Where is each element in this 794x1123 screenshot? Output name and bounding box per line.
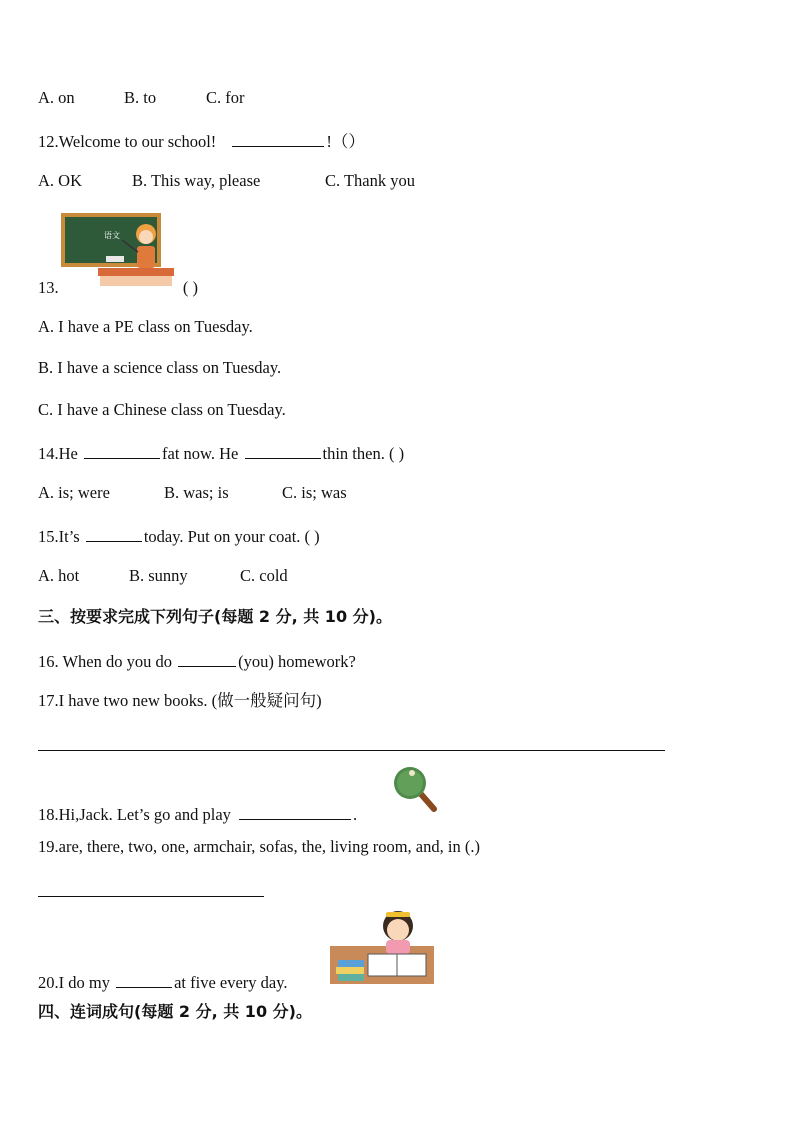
q20-question	[38, 971, 288, 993]
q11-option-c: C. for	[206, 88, 245, 107]
q16-text-2: (you) homework?	[238, 652, 356, 671]
q17-answer-line[interactable]	[38, 750, 665, 751]
blackboard-text: 语文	[104, 231, 120, 240]
q11-option-b: B. to	[124, 88, 157, 107]
q15-blank[interactable]	[86, 525, 142, 542]
q11-option-a: A. on	[38, 88, 75, 107]
q15-option-a: A. hot	[38, 566, 80, 585]
q13-paren: ( )	[182, 278, 198, 297]
q12-option-a: A. OK	[38, 171, 82, 190]
q18-text-2: .	[353, 805, 358, 824]
q11-options	[38, 88, 245, 108]
q14-option-b: B. was; is	[164, 483, 229, 502]
q16-text-1: 16. When do you do	[38, 652, 172, 671]
q12-option-b: B. This way, please	[132, 171, 261, 190]
q12-question	[38, 130, 365, 152]
q16-blank[interactable]	[178, 650, 236, 667]
section-4-title: 四、连词成句(每题 2 分, 共 10 分)。	[38, 1002, 312, 1021]
q14-blank-2[interactable]	[245, 442, 321, 459]
q15-text-2: today. Put on your coat. ( )	[143, 527, 320, 546]
q18-text-1: 18.Hi,Jack. Let’s go and play	[38, 805, 231, 824]
q13-number: 13.	[38, 278, 59, 297]
q15-option-c: C. cold	[240, 566, 288, 585]
q17-question: 17.I have two new books. (做一般疑问句)	[38, 691, 322, 710]
q14-option-a: A. is; were	[38, 483, 110, 502]
q14-text-2: fat now. He	[162, 444, 239, 463]
q20-blank[interactable]	[116, 971, 172, 988]
q14-blank-1[interactable]	[84, 442, 160, 459]
q14-text-3: thin then. ( )	[322, 444, 405, 463]
q12-option-c: C. Thank you	[325, 171, 415, 190]
section-3-title: 三、按要求完成下列句子(每题 2 分, 共 10 分)。	[38, 607, 392, 626]
q15-options	[38, 566, 288, 586]
q12-options	[38, 171, 415, 191]
q13-option-b: B. I have a science class on Tuesday.	[38, 358, 282, 377]
q20-text-1: 20.I do my	[38, 973, 110, 992]
q12-text: 12.Welcome to our school!	[38, 132, 217, 151]
q14-options	[38, 483, 347, 503]
q18-blank[interactable]	[239, 803, 351, 820]
girl-reading-picture	[328, 906, 438, 986]
q13-option-c: C. I have a Chinese class on Tuesday.	[38, 400, 286, 419]
q13-question	[38, 278, 198, 298]
q18-question	[38, 803, 357, 825]
ping-pong-paddle-picture	[390, 765, 440, 813]
q20-text-2: at five every day.	[174, 973, 288, 992]
q15-question	[38, 525, 320, 547]
q12-suffix: !（）	[326, 132, 365, 151]
q15-text-1: 15.It’s	[38, 527, 80, 546]
q19-question: 19.are, there, two, one, armchair, sofas, the, living room, and, in (.)	[38, 837, 480, 856]
q15-option-b: B. sunny	[129, 566, 188, 585]
q13-option-a: A. I have a PE class on Tuesday.	[38, 317, 253, 336]
q14-text-1: 14.He	[38, 444, 78, 463]
q19-answer-line[interactable]	[38, 896, 264, 897]
q16-question	[38, 650, 356, 672]
q14-option-c: C. is; was	[282, 483, 347, 502]
q12-blank[interactable]	[232, 130, 324, 147]
q14-question	[38, 442, 404, 464]
